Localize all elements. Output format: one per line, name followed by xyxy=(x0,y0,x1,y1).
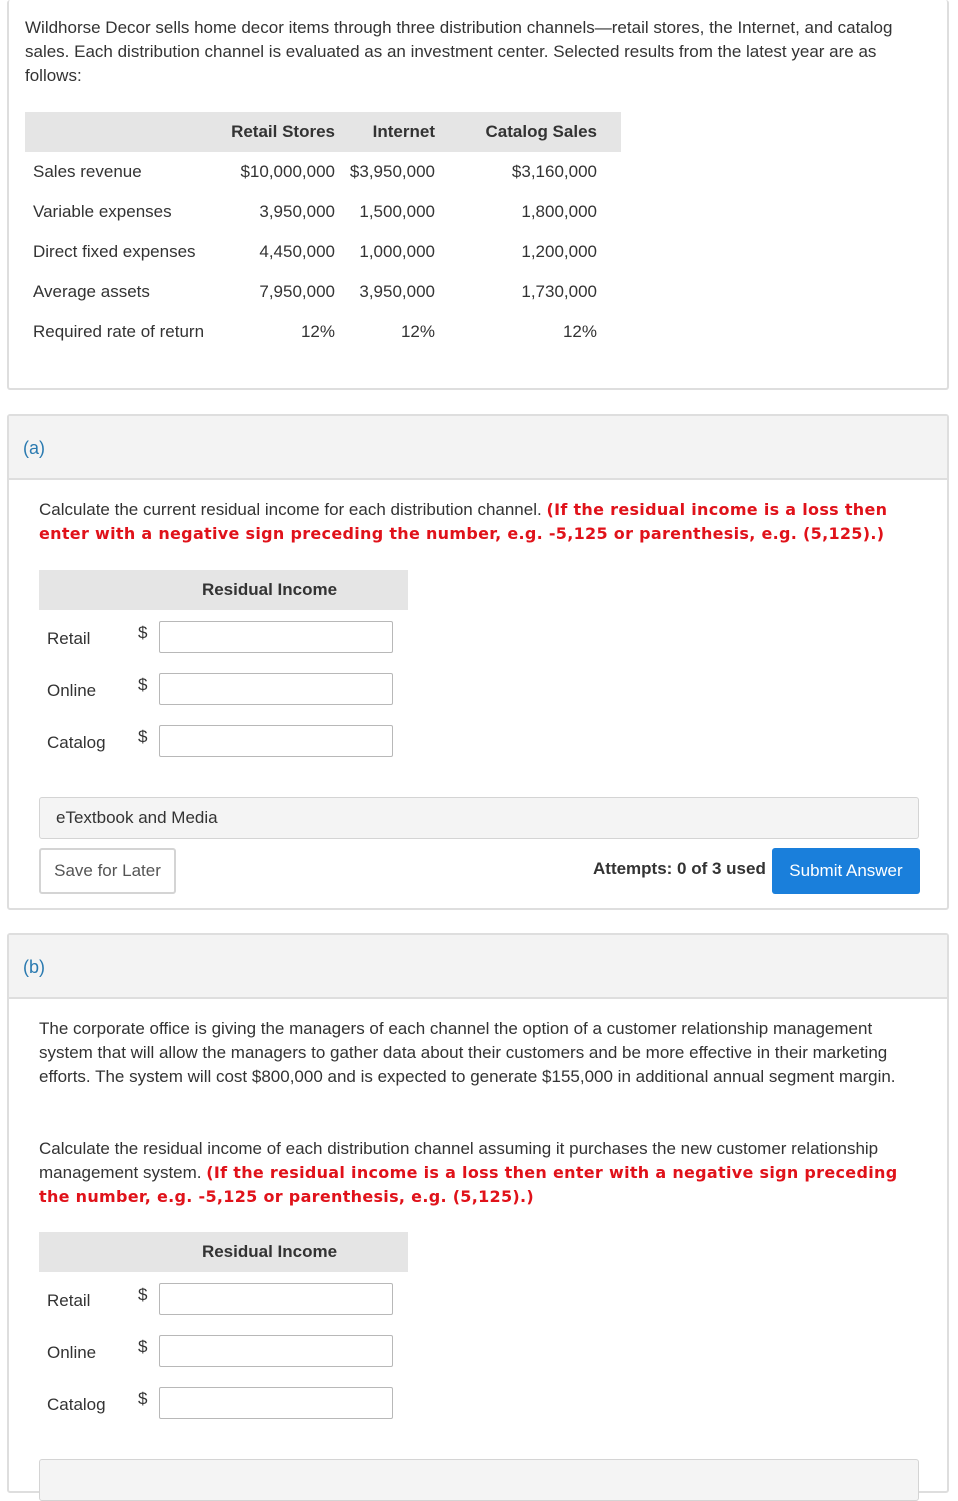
channel-data-table xyxy=(25,112,621,352)
submit-answer-button[interactable]: Submit Answer xyxy=(772,848,920,894)
currency-symbol: $ xyxy=(138,727,148,746)
table-header-blank xyxy=(25,112,231,152)
part-b-column-header: Residual Income xyxy=(39,1232,408,1272)
table-row xyxy=(25,192,621,232)
cell-value: 1,000,000 xyxy=(359,242,435,261)
part-b-catalog-input[interactable] xyxy=(159,1387,393,1419)
table-header-row xyxy=(25,112,621,152)
part-a-retail-input[interactable] xyxy=(159,621,393,653)
part-a-row-online xyxy=(39,673,419,707)
currency-symbol: $ xyxy=(138,1337,148,1356)
currency-symbol: $ xyxy=(138,675,148,694)
cell-value: 1,200,000 xyxy=(521,242,597,261)
part-b-row-catalog xyxy=(39,1387,419,1421)
row-label: Average assets xyxy=(33,282,150,301)
currency-symbol: $ xyxy=(138,1285,148,1304)
row-label: Online xyxy=(47,681,97,700)
part-a-question xyxy=(39,498,919,546)
problem-intro-text: Wildhorse Decor sells home decor items through three distribution channels—retail stores, the Internet, and catalog sales. Each distribution channel is evaluated as an investment center. Selected results from the latest year are as follows: xyxy=(25,18,893,85)
part-a-panel xyxy=(7,414,949,910)
cell-value: 12% xyxy=(300,322,335,341)
cell-value: 4,450,000 xyxy=(259,242,335,261)
part-b-label: (b) xyxy=(23,957,45,977)
attempts-counter: Attempts: 0 of 3 used xyxy=(593,859,766,878)
part-b-scenario: The corporate office is giving the managers of each channel the option of a customer relationship management system that will allow the managers to gather data about their customers and be more effective in their marketing efforts. The system will cost $800,000 and is expected to generate $155,000 in additional annual segment margin. xyxy=(39,1019,896,1086)
table-header-retail-stores: Retail Stores xyxy=(231,112,335,152)
row-label: Required rate of return xyxy=(33,322,205,341)
cell-value: $10,000,000 xyxy=(240,162,335,181)
table-row xyxy=(25,232,621,272)
part-b-question xyxy=(39,1137,919,1209)
part-b-row-retail xyxy=(39,1283,419,1317)
cell-value: 3,950,000 xyxy=(259,202,335,221)
cell-value: $3,950,000 xyxy=(349,162,435,181)
part-b-hint: (If the residual income is a loss then enter with a negative sign preceding the number, e.g. -5,125 or parenthesis, e.g. (5,125).) xyxy=(39,1163,898,1206)
row-label: Retail xyxy=(47,1291,91,1310)
table-row xyxy=(25,152,621,192)
cell-value: 1,730,000 xyxy=(521,282,597,301)
etextbook-media-link[interactable]: eTextbook and Media xyxy=(39,797,919,839)
part-a-row-retail xyxy=(39,621,419,655)
row-label: Retail xyxy=(47,629,91,648)
part-b-panel xyxy=(7,933,949,1493)
table-row xyxy=(25,272,621,312)
row-label: Sales revenue xyxy=(33,162,142,181)
row-label: Online xyxy=(47,1343,97,1362)
part-b-bottom-bar xyxy=(39,1459,919,1501)
cell-value: 1,500,000 xyxy=(359,202,435,221)
currency-symbol: $ xyxy=(138,623,148,642)
currency-symbol: $ xyxy=(138,1389,148,1408)
part-b-question-text: Calculate the residual income of each distribution channel assuming it purchases the new customer relationship management system. xyxy=(39,1139,879,1182)
part-a-row-catalog xyxy=(39,725,419,759)
cell-value: $3,160,000 xyxy=(511,162,597,181)
table-header-catalog-sales: Catalog Sales xyxy=(459,112,621,152)
part-a-online-input[interactable] xyxy=(159,673,393,705)
cell-value: 7,950,000 xyxy=(259,282,335,301)
part-b-row-online xyxy=(39,1335,419,1369)
cell-value: 12% xyxy=(562,322,597,341)
cell-value: 3,950,000 xyxy=(359,282,435,301)
part-a-catalog-input[interactable] xyxy=(159,725,393,757)
cell-value: 1,800,000 xyxy=(521,202,597,221)
part-a-hint: (If the residual income is a loss then enter with a negative sign preceding the number, e.g. -5,125 or parenthesis, e.g. (5,125).) xyxy=(39,500,888,543)
table-header-internet: Internet xyxy=(335,112,459,152)
part-a-column-header: Residual Income xyxy=(39,570,408,610)
save-for-later-button[interactable]: Save for Later xyxy=(39,848,176,894)
problem-intro-panel xyxy=(7,0,949,390)
part-b-header xyxy=(9,935,947,999)
cell-value: 12% xyxy=(400,322,435,341)
part-b-online-input[interactable] xyxy=(159,1335,393,1367)
part-a-label: (a) xyxy=(23,438,45,458)
part-a-question-text: Calculate the current residual income for each distribution channel. xyxy=(39,500,542,519)
table-row xyxy=(25,312,621,352)
part-b-retail-input[interactable] xyxy=(159,1283,393,1315)
row-label: Direct fixed expenses xyxy=(33,242,196,261)
row-label: Catalog xyxy=(47,1395,106,1414)
row-label: Catalog xyxy=(47,733,106,752)
row-label: Variable expenses xyxy=(33,202,172,221)
part-a-header xyxy=(9,416,947,480)
